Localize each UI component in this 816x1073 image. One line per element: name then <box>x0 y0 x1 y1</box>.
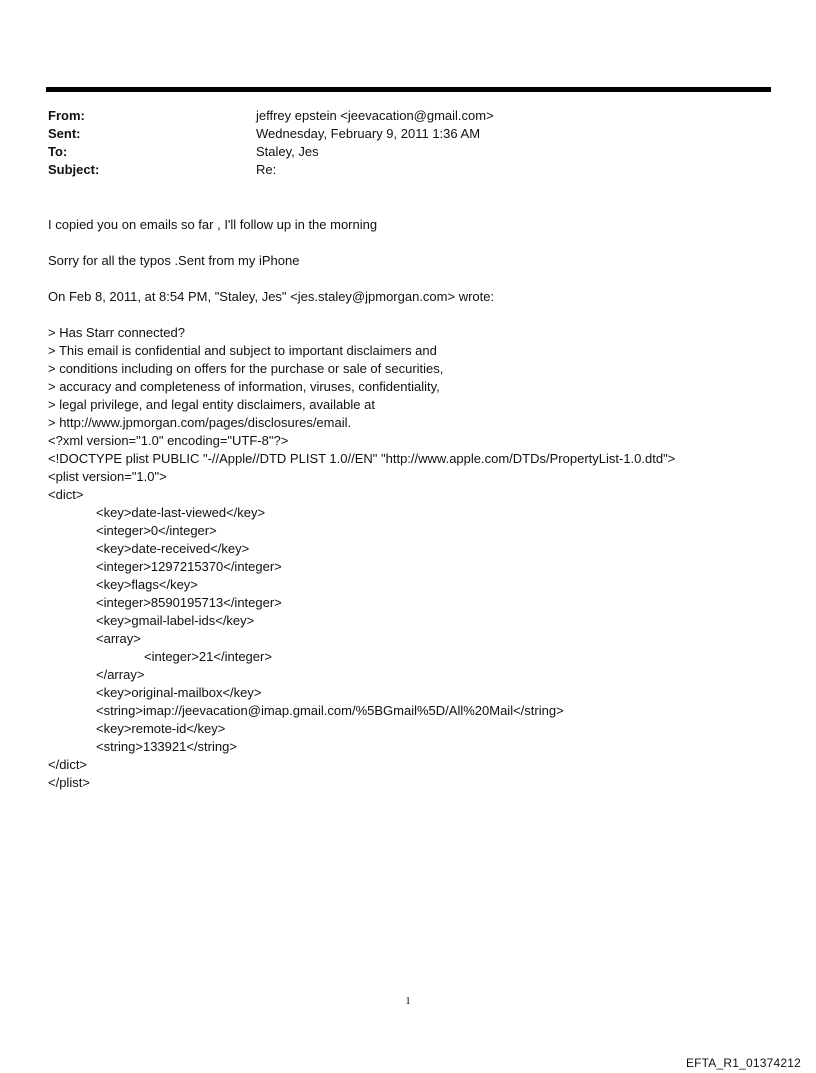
plist-line: </dict> <box>48 757 88 772</box>
from-value: jeffrey epstein <jeevacation@gmail.com> <box>256 108 494 123</box>
email-body <box>48 216 778 792</box>
plist-line: <?xml version="1.0" encoding="UTF-8"?> <box>48 433 289 448</box>
subject-label: Subject: <box>48 162 100 177</box>
from-label: From: <box>48 108 85 123</box>
plist-line: <integer>8590195713</integer> <box>96 595 282 610</box>
plist-line: </array> <box>96 667 145 682</box>
plist-line: <integer>0</integer> <box>96 523 217 538</box>
plist-line: <key>original-mailbox</key> <box>96 685 262 700</box>
plist-line: <dict> <box>48 487 84 502</box>
document-id: EFTA_R1_01374212 <box>685 1056 801 1070</box>
sent-row <box>48 125 494 143</box>
to-label: To: <box>48 144 68 159</box>
sent-label: Sent: <box>48 126 81 141</box>
quoted-line: > legal privilege, and legal entity disclaimers, available at <box>48 397 375 412</box>
plist-line: <string>133921</string> <box>96 739 237 754</box>
plist-line: </plist> <box>48 775 90 790</box>
quote-intro: On Feb 8, 2011, at 8:54 PM, "Staley, Jes" <jes.staley@jpmorgan.com> wrote: <box>48 289 495 304</box>
plist-line: <key>date-received</key> <box>96 541 250 556</box>
header-divider <box>46 87 771 92</box>
plist-line: <plist version="1.0"> <box>48 469 167 484</box>
quoted-block <box>48 324 778 432</box>
plist-line: <key>date-last-viewed</key> <box>96 505 266 520</box>
signature-line: Sorry for all the typos .Sent from my iPhone <box>48 253 300 268</box>
quoted-line: > accuracy and completeness of information, viruses, confidentiality, <box>48 379 440 394</box>
quoted-line: > Has Starr connected? <box>48 325 185 340</box>
sent-value: Wednesday, February 9, 2011 1:36 AM <box>256 126 481 141</box>
plist-line: <integer>21</integer> <box>144 649 272 664</box>
email-header <box>48 107 494 179</box>
quoted-line: > http://www.jpmorgan.com/pages/disclosures/email. <box>48 415 352 430</box>
quoted-line: > This email is confidential and subject to important disclaimers and <box>48 343 437 358</box>
plist-line: <!DOCTYPE plist PUBLIC "-//Apple//DTD PLIST 1.0//EN" "http://www.apple.com/DTDs/PropertyList-1.0.dtd"> <box>48 451 676 466</box>
plist-line: <key>flags</key> <box>96 577 198 592</box>
from-row <box>48 107 494 125</box>
subject-row <box>48 161 494 179</box>
body-line: I copied you on emails so far , I'll follow up in the morning <box>48 217 378 232</box>
subject-value: Re: <box>256 162 277 177</box>
to-value: Staley, Jes <box>256 144 319 159</box>
plist-line: <array> <box>96 631 141 646</box>
plist-block <box>48 432 778 792</box>
page-number: 1 <box>405 995 411 1007</box>
plist-line: <string>imap://jeevacation@imap.gmail.com/%5BGmail%5D/All%20Mail</string> <box>96 703 564 718</box>
plist-line: <integer>1297215370</integer> <box>96 559 282 574</box>
to-row <box>48 143 494 161</box>
quoted-line: > conditions including on offers for the purchase or sale of securities, <box>48 361 444 376</box>
plist-line: <key>remote-id</key> <box>96 721 226 736</box>
plist-line: <key>gmail-label-ids</key> <box>96 613 255 628</box>
